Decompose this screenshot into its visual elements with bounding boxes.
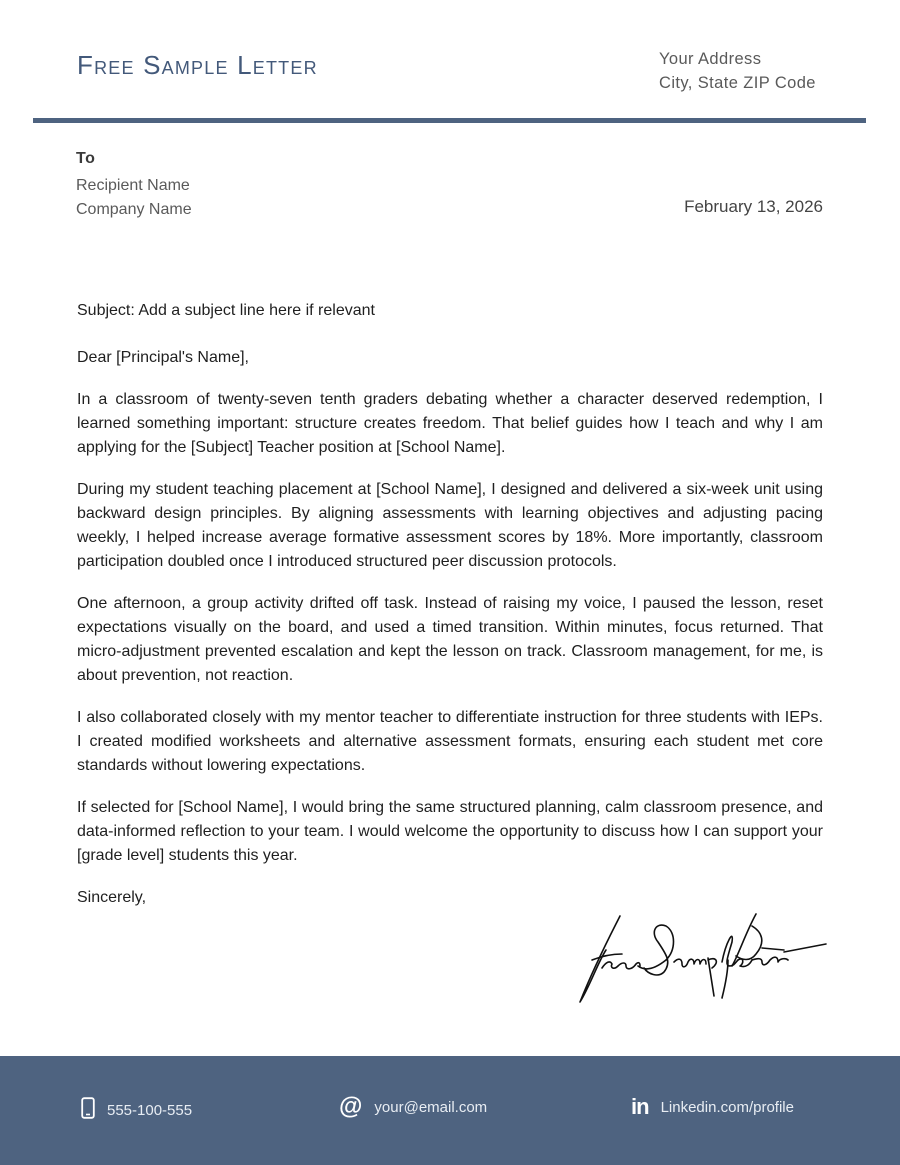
address-line-2: City, State ZIP Code xyxy=(659,74,816,92)
footer-phone xyxy=(81,1097,192,1123)
body-paragraph: One afternoon, a group activity drifted off task. Instead of raising my voice, I paused the lesson, reset expectations visually on the board, and used a timed transition. Within minutes, focus returned. That micro-adjustment prevented escalation and kept the lesson on track. Classroom management, for me, is about prevention, not reaction. xyxy=(77,595,823,684)
letterhead-title: Free Sample Letter xyxy=(77,50,318,80)
body-paragraph: In a classroom of twenty-seven tenth graders debating whether a character deserved redemption, I learned something important: structure creates freedom. That belief guides how I teach and why I am applying for the [Subject] Teacher position at [School Name]. xyxy=(77,391,823,456)
at-icon: @ xyxy=(339,1093,363,1120)
phone-number[interactable]: 555-100-555 xyxy=(107,1101,193,1119)
address-line-1: Your Address xyxy=(659,50,762,68)
closing: Sincerely, xyxy=(77,889,147,906)
email-address[interactable]: your@email.com xyxy=(374,1098,488,1116)
company-name: Company Name xyxy=(76,201,192,218)
body-paragraph: During my student teaching placement at [School Name], I designed and delivered a six-week unit using backward design principles. By aligning assessments with learning objectives and adjusting pacing weekly, I helped increase average formative assessment scores by 18%. More importantly, classroom participation doubled once I introduced structured peer discussion protocols. xyxy=(77,481,823,570)
subject-line: Subject: Add a subject line here if relevant xyxy=(77,302,375,319)
sender-address xyxy=(659,47,816,95)
linkedin-url[interactable]: Linkedin.com/profile xyxy=(660,1098,794,1116)
to-label: To xyxy=(76,150,96,167)
body-paragraph: I also collaborated closely with my mentor teacher to differentiate instruction for three students with IEPs. I created modified worksheets and alternative assessment formats, ensuring each student met core standards without lowering expectations. xyxy=(77,709,823,774)
body-paragraph: If selected for [School Name], I would bring the same structured planning, calm classroom presence, and data-informed reflection to your team. I would welcome the opportunity to discuss how I can support your [grade level] students this year. xyxy=(77,799,823,864)
header-divider xyxy=(33,118,866,123)
phone-icon xyxy=(81,1097,95,1123)
letter-body xyxy=(77,299,823,928)
footer-linkedin xyxy=(631,1096,794,1118)
linkedin-icon: in xyxy=(631,1094,649,1119)
salutation: Dear [Principal's Name], xyxy=(77,349,249,366)
recipient-name: Recipient Name xyxy=(76,177,190,194)
footer-email xyxy=(339,1095,487,1119)
recipient-block xyxy=(76,174,192,222)
footer-bar xyxy=(0,1056,900,1165)
handwritten-signature xyxy=(576,902,828,1006)
letter-date: February 13, 2026 xyxy=(684,197,823,216)
